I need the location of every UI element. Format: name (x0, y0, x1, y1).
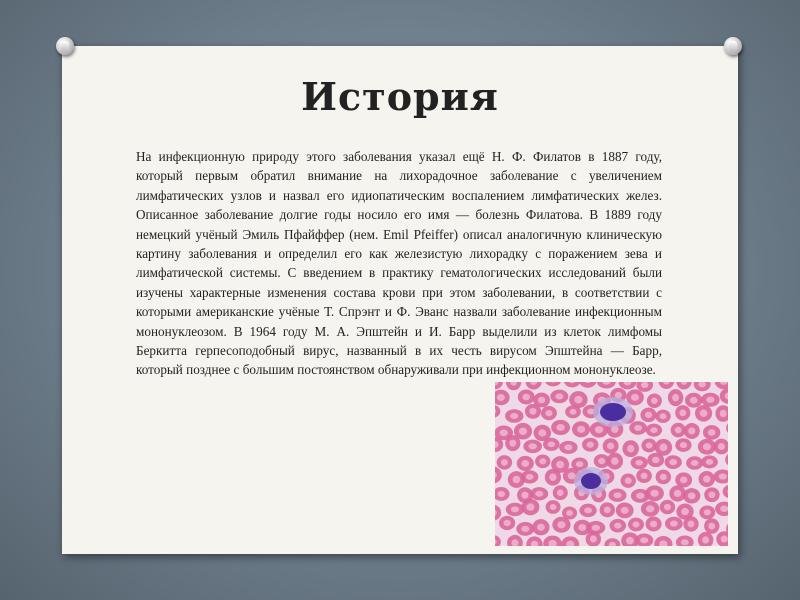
history-paragraph: На инфекционную природу этого заболевания указал ещё Н. Ф. Филатов в 1887 году, который первым обратил внимание на лихорадочное заболевание с увеличением лимфатических узлов и назвал его идиопатическим воспалением лимфатических желез. Описанное заболевание долгие годы носило его имя — болезнь Филатова. В 1889 году немецкий учёный Эмиль Пфайффер (нем. Emil Pfeiffer) описал аналогичную клиническую картину заболевания и определил его как железистую лихорадку с поражением зева и лимфатической системы. С введением в практику гематологических исследований были изучены характерные изменения состава крови при этом заболевании, в соответствии с которыми американские учёные Т. Спрэнт и Ф. Эванс назвали заболевание инфекционным мононуклеозом. В 1964 году М. А. Эпштейн и И. Барр выделили из клеток лимфомы Беркитта герпесоподобный вирус, названный в их честь вирусом Эпштейна — Барр, который позднее с большим постоянством обнаруживали при инфекционном мононуклеозе. (136, 149, 662, 378)
pushpin-right-icon (724, 37, 742, 55)
blood-smear-image (495, 382, 728, 546)
slide-title: История (301, 74, 499, 119)
pushpin-left-icon (56, 37, 74, 55)
blood-smear-picture (495, 382, 728, 546)
